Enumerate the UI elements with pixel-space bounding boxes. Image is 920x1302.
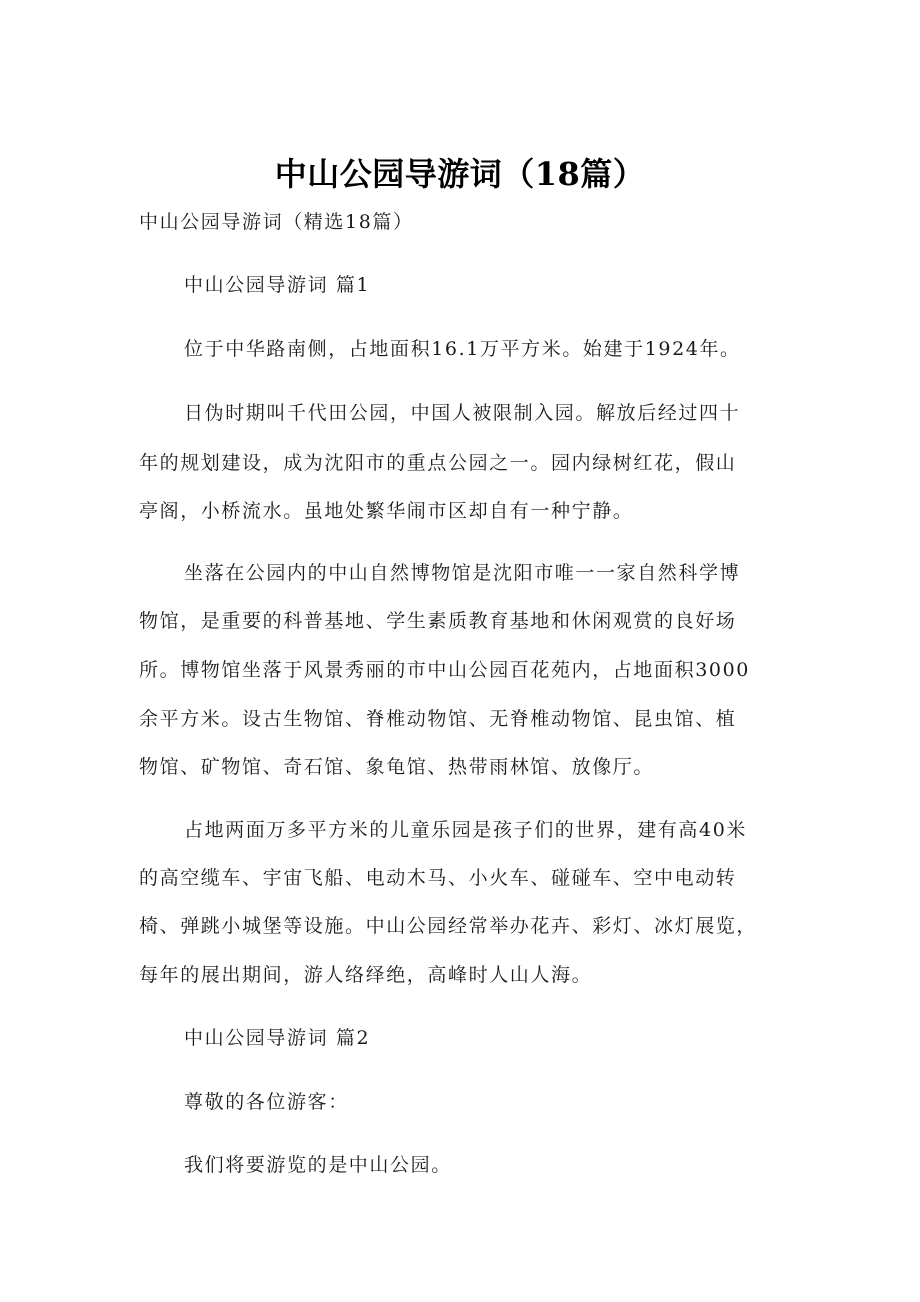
paragraph-line: 占地两面万多平方米的儿童乐园是孩子们的世界，建有高40米 bbox=[184, 819, 747, 841]
paragraph-line: 的高空缆车、宇宙飞船、电动木马、小火车、碰碰车、空中电动转 bbox=[139, 867, 737, 889]
paragraph-line: 位于中华路南侧，占地面积16.1万平方米。始建于1924年。 bbox=[184, 338, 741, 360]
document-title: 中山公园导游词（18篇） bbox=[274, 155, 646, 193]
paragraph-line: 余平方米。设古生物馆、脊椎动物馆、无脊椎动物馆、昆虫馆、植 bbox=[139, 708, 737, 730]
paragraph-line: 每年的展出期间，游人络绎绝，高峰时人山人海。 bbox=[139, 964, 593, 986]
paragraph-line: 物馆，是重要的科普基地、学生素质教育基地和休闲观赏的良好场 bbox=[139, 610, 737, 632]
paragraph-line: 日伪时期叫千代田公园，中国人被限制入园。解放后经过四十 bbox=[184, 402, 741, 424]
paragraph-line: 椅、弹跳小城堡等设施。中山公园经常举办花卉、彩灯、冰灯展览， bbox=[139, 915, 758, 937]
paragraph-line: 我们将要游览的是中山公园。 bbox=[184, 1154, 452, 1176]
paragraph-line: 物馆、矿物馆、奇石馆、象龟馆、热带雨林馆、放像厅。 bbox=[139, 756, 655, 778]
paragraph-line: 坐落在公园内的中山自然博物馆是沈阳市唯一一家自然科学博 bbox=[184, 562, 741, 584]
paragraph-line: 尊敬的各位游客： bbox=[184, 1091, 349, 1113]
paragraph-line: 所。博物馆坐落于风景秀丽的市中山公园百花苑内，占地面积3000 bbox=[139, 659, 750, 681]
document-subtitle: 中山公园导游词（精选18篇） bbox=[139, 211, 414, 233]
section-heading-2: 中山公园导游词 篇2 bbox=[184, 1027, 371, 1049]
paragraph-line: 年的规划建设，成为沈阳市的重点公园之一。园内绿树红花，假山 bbox=[139, 452, 737, 474]
section-heading-1: 中山公园导游词 篇1 bbox=[184, 274, 371, 296]
paragraph-line: 亭阁，小桥流水。虽地处繁华闹市区却自有一种宁静。 bbox=[139, 500, 634, 522]
